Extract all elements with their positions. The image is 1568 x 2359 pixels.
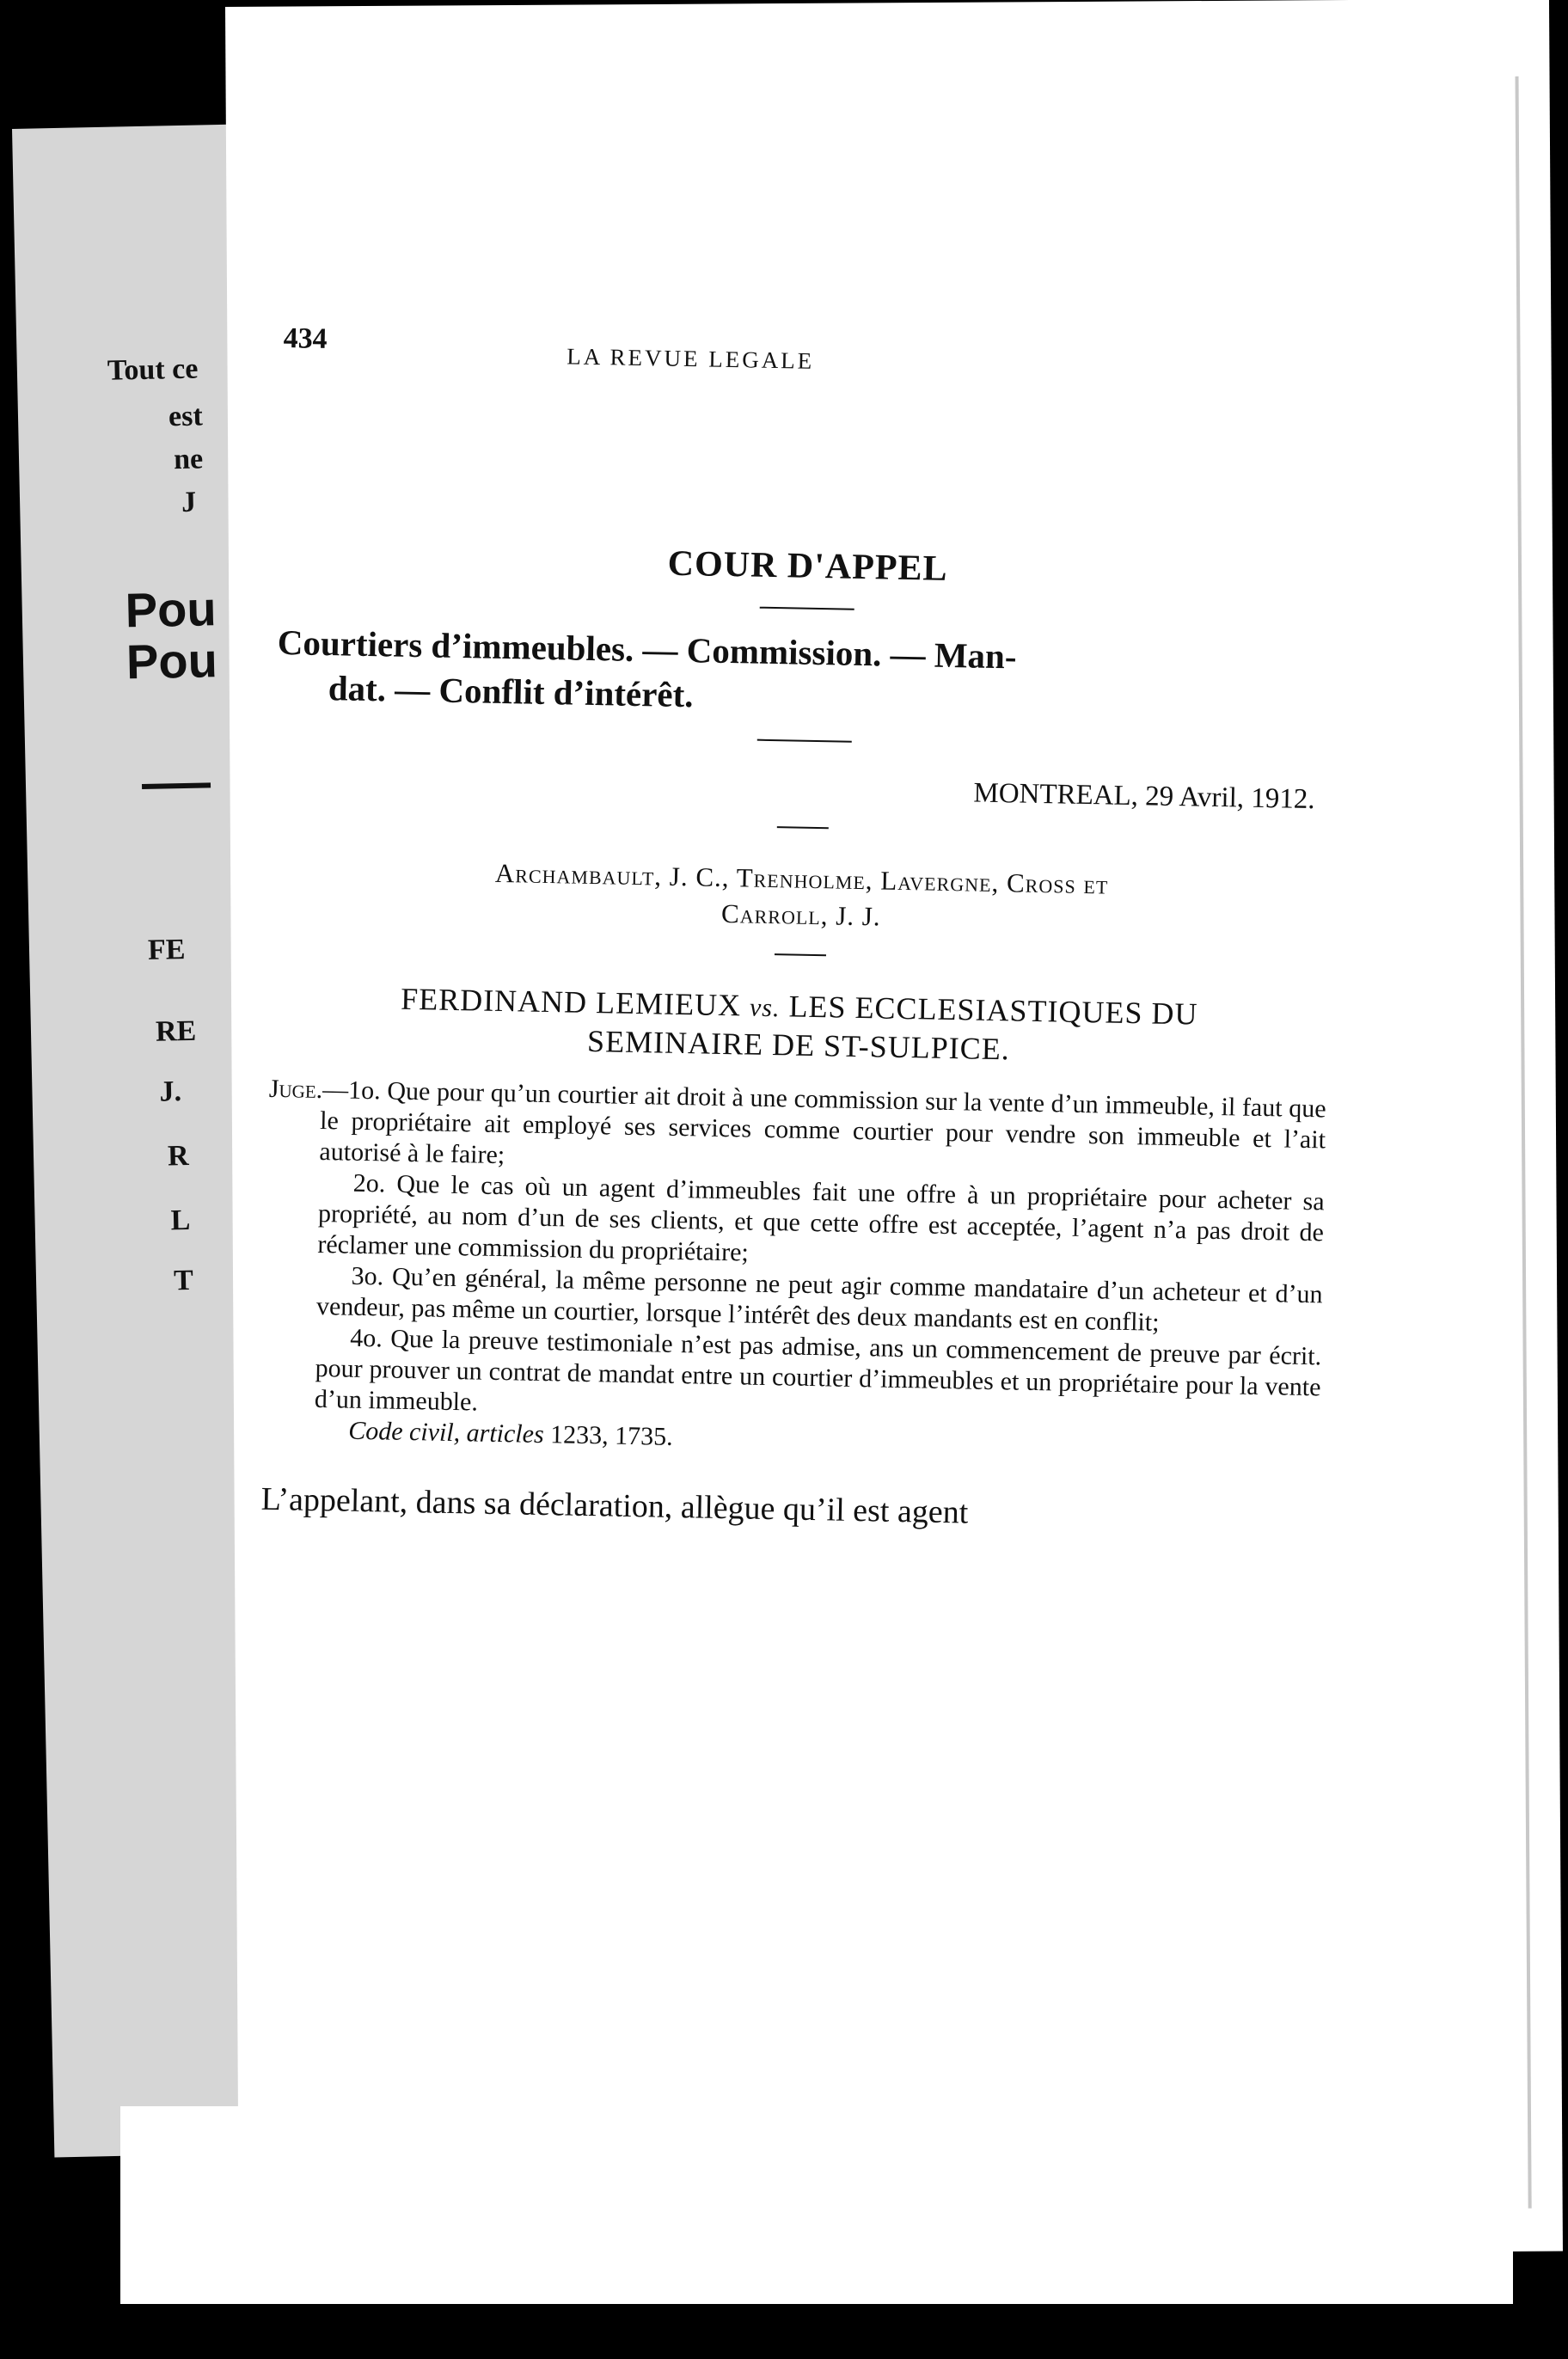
under-line: T (173, 1264, 194, 1297)
versus: vs. (749, 993, 781, 1023)
page-number: 434 (283, 322, 328, 355)
under-line: Tout ce (107, 352, 199, 387)
holding-lead: Juge. (268, 1074, 323, 1105)
holding-item: 4o. Que la preuve testimoniale n’est pas admise, ans un commencement de preuve par écrit. pour prouver un contrat de mandat entre un courtier d’immeubles et un propriétaire pour la vente d’un immeuble. (314, 1323, 1322, 1417)
holding-text: —1o. Que pour qu’un courtier ait droit à une commission sur la vente d’un immeuble, il faut que le propriétaire ait employé ses services comme courtier pour vendre son immeuble et l’ait autorisé à le faire; (319, 1075, 1326, 1170)
under-rule (142, 782, 211, 789)
under-line: L (170, 1204, 191, 1237)
judges-line: Archambault, J. C., Trenholme, Lavergne, Cross et (494, 857, 1109, 900)
parties (270, 978, 1328, 1074)
under-line: Pou (125, 581, 217, 638)
holding-item: 2o. Que le cas où un agent d’immeubles fait une offre à un propriétaire pour acheter sa propriété, au nom d’un de ses clients, et que cette offre est acceptée, l’agent n’a pas droit de réclamer une commission du propriétaire; (317, 1168, 1325, 1267)
subject-line: dat. — Conflit d’intérêt. (328, 668, 694, 715)
holding (262, 1074, 1326, 1466)
under-line: est (168, 400, 204, 433)
opening-sentence: L’appelant, dans sa déclaration, allègue qu’il est agent (260, 1480, 969, 1531)
subject-line: Courtiers d’immeubles. — Commission. — Man- (277, 622, 1017, 677)
separator-rule (760, 607, 854, 610)
page-content (260, 322, 1340, 1539)
page-fold-edge (1516, 77, 1532, 2209)
under-line: J (181, 486, 197, 518)
separator-rule (777, 826, 829, 829)
plaintiff: FERDINAND LEMIEUX (400, 981, 742, 1023)
court-heading: COUR D'APPEL (667, 543, 948, 589)
holding-item: 3o. Qu’en général, la même personne ne peut agir comme mandataire d’un acheteur et d’un vendeur, pas même un courtier, lorsque l’intérêt des deux mandants est en conflit; (315, 1261, 1323, 1337)
under-line: FE (147, 933, 186, 966)
subject-heading (276, 620, 1335, 730)
parties-line: SEMINAIRE DE ST-SULPICE. (586, 1023, 1011, 1067)
code-refs: 1233, 1735. (549, 1420, 673, 1451)
defendant: LES ECCLESIASTIQUES DU (788, 989, 1198, 1032)
place-date: MONTREAL, 29 Avril, 1912. (973, 777, 1315, 816)
judges-line: Carroll, J. J. (720, 898, 881, 932)
under-line: Pou (126, 633, 218, 689)
under-line: J. (159, 1075, 182, 1108)
separator-rule (757, 739, 852, 743)
judges (273, 851, 1331, 944)
code-label: Code civil, articles (347, 1416, 544, 1449)
under-line: ne (173, 443, 204, 476)
under-line: RE (155, 1014, 197, 1048)
running-title: LA REVUE LEGALE (567, 343, 815, 374)
separator-rule (775, 953, 826, 956)
under-line: R (167, 1139, 190, 1173)
